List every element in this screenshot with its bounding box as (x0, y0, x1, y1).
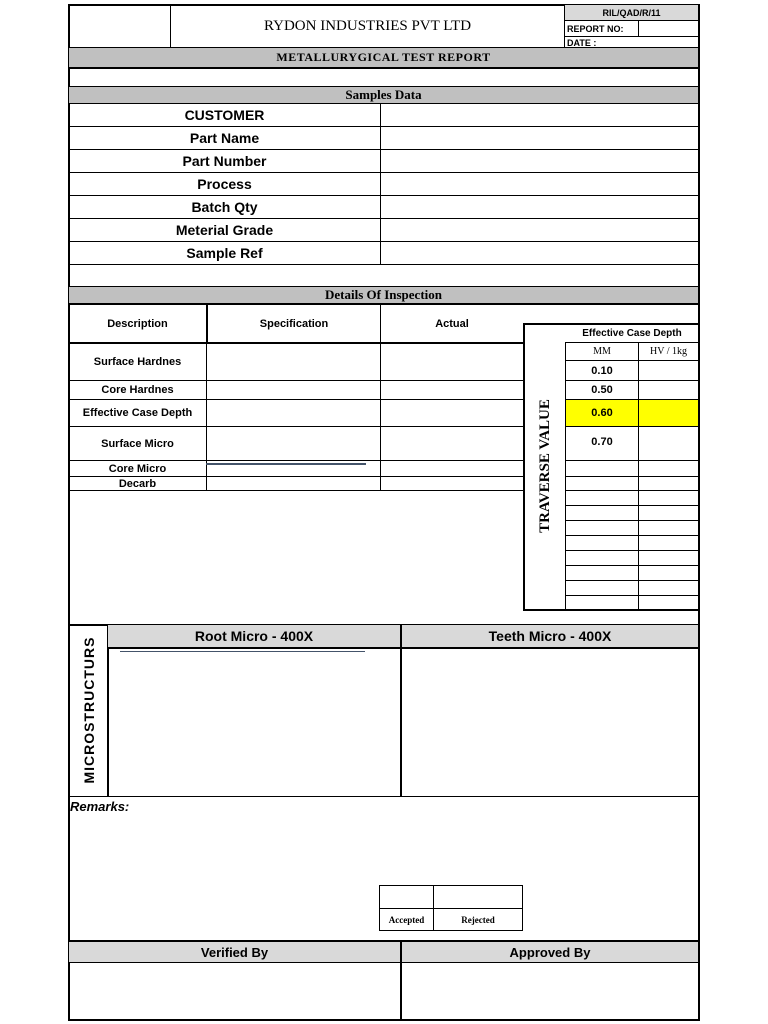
value-customer[interactable] (381, 104, 698, 126)
accepted-checkbox[interactable] (380, 886, 433, 908)
stray-line (206, 463, 366, 465)
value-sample-ref[interactable] (381, 242, 698, 264)
report-no-field[interactable] (639, 21, 698, 36)
traverse-mm-value: 0.70 (591, 436, 613, 448)
row-decarb: Decarb (118, 477, 157, 490)
field-part-number: Part Number (182, 153, 267, 169)
report-title: METALLURYGICAL TEST REPORT (69, 48, 698, 67)
traverse-hv-highlighted[interactable] (639, 400, 698, 426)
row-surface-hardness: Surface Hardnes (93, 356, 182, 368)
stray-line (120, 651, 365, 652)
col-actual: Actual (435, 317, 469, 330)
approved-by-label: Approved By (402, 942, 698, 962)
accepted-label: Accepted (388, 914, 425, 925)
approved-by-signature-area[interactable] (402, 963, 698, 1019)
value-material-grade[interactable] (381, 219, 698, 241)
traverse-mm-value: 0.50 (591, 384, 613, 396)
rejected-label: Rejected (461, 914, 495, 925)
value-part-number[interactable] (381, 150, 698, 172)
rejected-checkbox[interactable] (434, 886, 522, 908)
field-batch-qty: Batch Qty (191, 199, 258, 215)
field-process: Process (197, 176, 252, 192)
doc-code: RIL/QAD/R/11 (565, 5, 698, 20)
samples-heading: Samples Data (69, 87, 698, 103)
value-process[interactable] (381, 173, 698, 195)
field-sample-ref: Sample Ref (186, 245, 263, 261)
value-part-name[interactable] (381, 127, 698, 149)
traverse-mm-value: 0.10 (591, 364, 613, 377)
row-core-hardness: Core Hardnes (101, 384, 174, 396)
field-material-grade: Meterial Grade (175, 222, 274, 238)
field-part-name: Part Name (189, 130, 260, 146)
date-label: DATE : (567, 37, 597, 48)
traverse-title: Effective Case Depth (582, 328, 682, 339)
value-batch-qty[interactable] (381, 196, 698, 218)
field-customer: CUSTOMER (184, 107, 265, 123)
root-micro-heading: Root Micro - 400X (108, 625, 400, 647)
inspection-heading: Details Of Inspection (69, 287, 698, 303)
verified-by-signature-area[interactable] (69, 963, 400, 1019)
remarks-text-area[interactable] (70, 815, 370, 935)
remarks-label: Remarks: (70, 799, 130, 814)
row-surface-micro: Surface Micro (101, 437, 174, 450)
report-no-label: REPORT NO: (567, 23, 624, 34)
row-core-micro: Core Micro (108, 462, 167, 475)
traverse-col-hv: HV / 1kg (649, 346, 688, 357)
col-specification: Specification (259, 317, 329, 330)
traverse-side-label: TRAVERSE VALUE (536, 399, 553, 533)
traverse-mm-value-highlighted: 0.60 (566, 400, 638, 426)
row-effective-case-depth: Effective Case Depth (82, 407, 193, 419)
traverse-col-mm: MM (593, 346, 611, 357)
microstructure-side-label: MICROSTRUCTURS (81, 636, 97, 784)
root-micro-image-area[interactable] (109, 649, 399, 795)
teeth-micro-heading: Teeth Micro - 400X (402, 625, 698, 647)
verified-by-label: Verified By (69, 942, 400, 962)
company-name: RYDON INDUSTRIES PVT LTD (263, 17, 472, 34)
teeth-micro-image-area[interactable] (402, 649, 698, 795)
col-description: Description (107, 317, 168, 330)
